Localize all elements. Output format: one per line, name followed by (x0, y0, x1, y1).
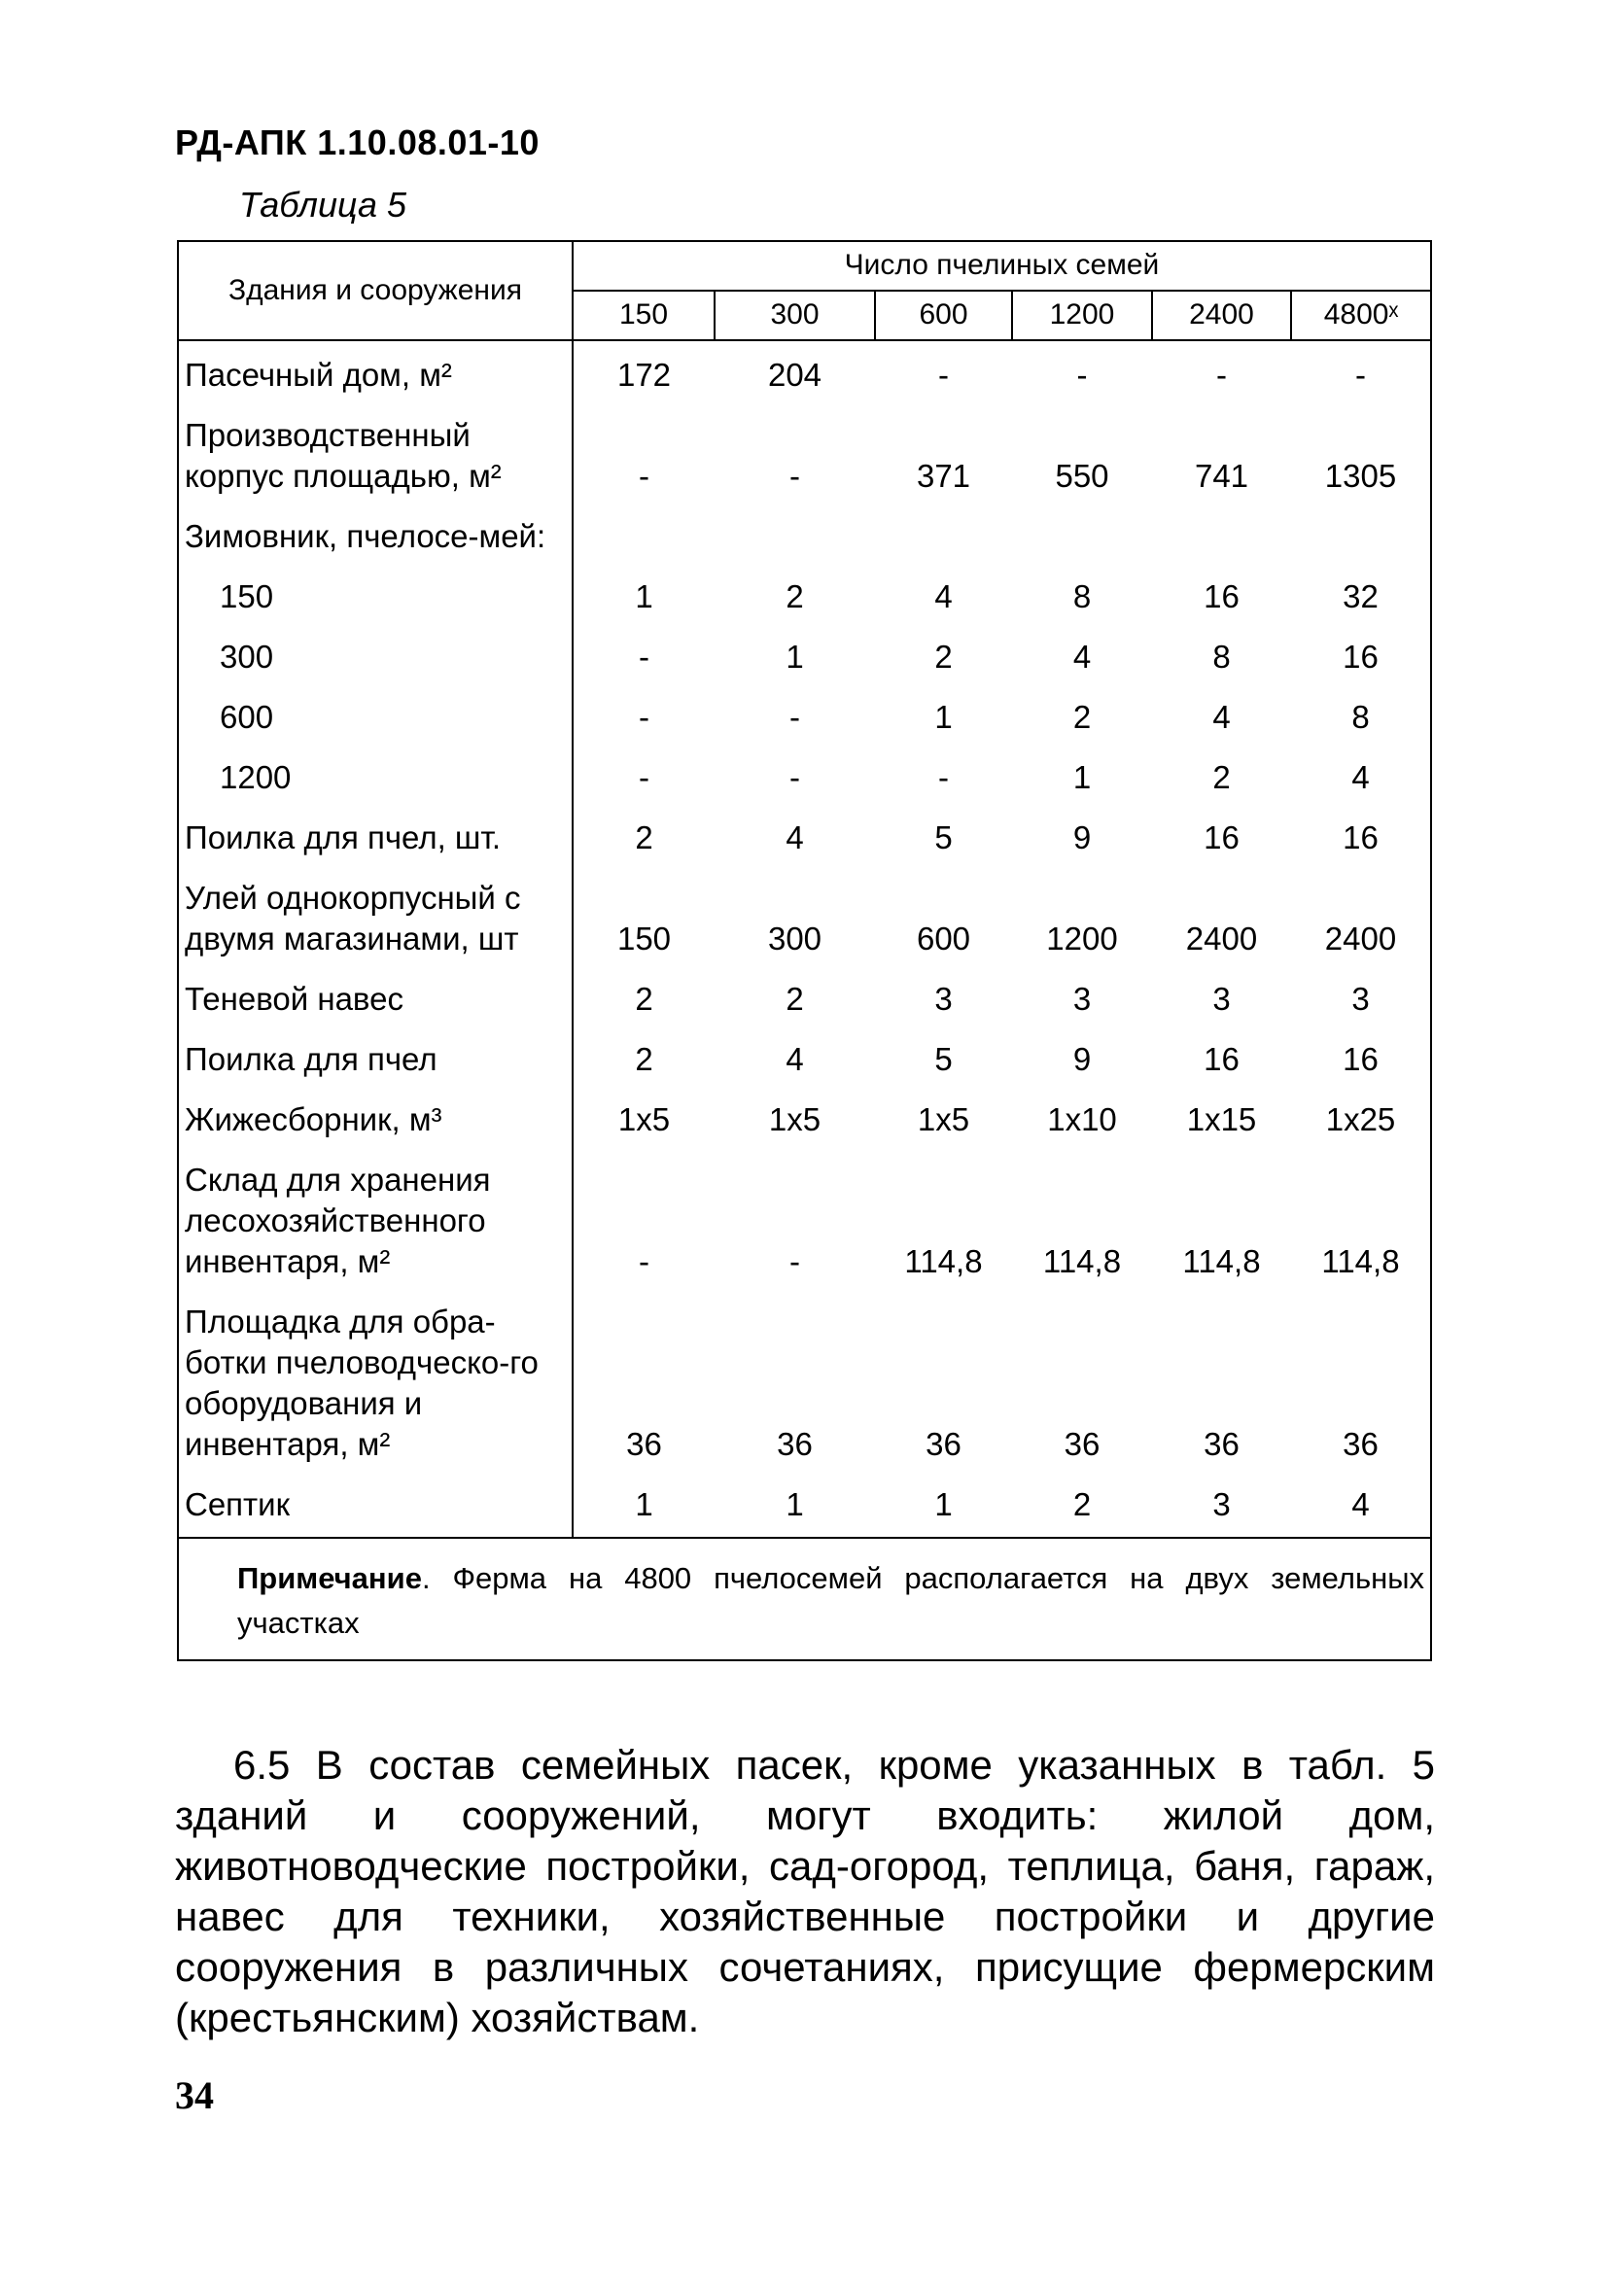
table-cell: 172 (616, 357, 672, 393)
table-cell: 4 (934, 578, 953, 614)
table-cell: 4 (1212, 699, 1231, 735)
table-cell: 1х5 (768, 1101, 821, 1137)
table-row (179, 629, 1430, 689)
page-number: 34 (175, 2073, 214, 2117)
column-header: 150 (573, 291, 715, 340)
table-container (177, 240, 1432, 1661)
table-cell: 1 (934, 699, 953, 735)
table-row (179, 1092, 1430, 1152)
table-cell: 16 (1204, 578, 1240, 614)
table-cell: 2 (934, 639, 953, 675)
table-cell: 114,8 (1321, 1243, 1400, 1279)
table-cell: 8 (1351, 699, 1370, 735)
row-label: Септик (179, 1477, 573, 1537)
table-cell: 1200 (1046, 921, 1118, 957)
table-row (179, 1294, 1430, 1477)
table-cell: 2 (1212, 759, 1231, 795)
table-cell: 2 (1072, 699, 1092, 735)
table-cell (1291, 508, 1430, 569)
note-text: . Ферма на 4800 пчелосемей располагается на двух земельных участках (237, 1561, 1424, 1640)
table-cell (1152, 508, 1291, 569)
table-cell: 1х5 (917, 1101, 970, 1137)
table-cell: 600 (916, 921, 971, 957)
table-cell: 1х10 (1047, 1101, 1117, 1137)
table-cell: 4 (786, 1041, 804, 1077)
row-label: Теневой навес (179, 971, 573, 1031)
table-row (179, 810, 1430, 870)
row-label: Склад для хранения лесохозяйственного инвентаря, м² (179, 1152, 573, 1294)
table-row (179, 1152, 1430, 1294)
table-cell: 36 (1204, 1426, 1240, 1462)
table-cell: 2 (635, 1041, 653, 1077)
row-label: 150 (179, 569, 573, 629)
table-cell: 114,8 (904, 1243, 983, 1279)
table-cell: 3 (934, 981, 953, 1017)
table-cell: 1 (1072, 759, 1092, 795)
table-note (179, 1537, 1430, 1659)
table-cell: - (639, 699, 649, 735)
row-label: Зимовник, пчелосе-мей: (179, 508, 573, 569)
table-cell: 1305 (1324, 458, 1397, 494)
row-label: Улей однокорпусный с двумя магазинами, шт (179, 870, 573, 971)
table-cell: - (789, 1243, 800, 1279)
table-cell: - (639, 639, 649, 675)
table-cell: 550 (1055, 458, 1109, 494)
table-cell: 3 (1072, 981, 1092, 1017)
table-cell: 300 (767, 921, 822, 957)
table-row (179, 749, 1430, 810)
table-cell (573, 508, 715, 569)
table-cell: - (639, 759, 649, 795)
table-cell: - (789, 699, 800, 735)
table-cell: 36 (926, 1426, 961, 1462)
table-cell (875, 508, 1012, 569)
table-cell: - (1076, 357, 1088, 393)
table-caption: Таблица 5 (239, 185, 407, 225)
table-cell: 1х5 (617, 1101, 671, 1137)
column-header: 600 (875, 291, 1012, 340)
table-cell: 1 (786, 1486, 804, 1522)
table-row (179, 971, 1430, 1031)
table-cell: 2400 (1185, 921, 1258, 957)
table-cell: 1х15 (1186, 1101, 1257, 1137)
column-header: 300 (715, 291, 875, 340)
paragraph-6-5: 6.5 В состав семейных пасек, кроме указанных в табл. 5 зданий и сооружений, могут входить: жилой дом, животноводческие постройки, сад-огород, теплица, баня, гараж, навес для техники, хозяйственные постройки и другие сооружения в различных сочетаниях, присущие фермерским (крестьянским) хозяйствам. (175, 1742, 1435, 2040)
row-label: Площадка для обра-ботки пчеловодческо-го оборудования и инвентаря, м² (179, 1294, 573, 1477)
table-row (179, 340, 1430, 407)
table-cell: 32 (1343, 578, 1379, 614)
row-label: Пасечный дом, м² (179, 340, 573, 407)
table-cell: 16 (1343, 639, 1379, 675)
row-label: 600 (179, 689, 573, 749)
table-cell: 8 (1212, 639, 1231, 675)
table-cell: 114,8 (1182, 1243, 1261, 1279)
table-cell: 3 (1351, 981, 1370, 1017)
table-cell (715, 508, 875, 569)
table-cell: 9 (1072, 819, 1092, 855)
buildings-table (179, 242, 1430, 1537)
table-cell: 5 (934, 819, 953, 855)
row-label: Поилка для пчел, шт. (179, 810, 573, 870)
table-cell: 3 (1212, 1486, 1231, 1522)
table-cell: - (639, 1243, 649, 1279)
table-cell: - (639, 458, 649, 494)
table-cell: 4 (1351, 1486, 1370, 1522)
row-label: Жижесборник, м³ (179, 1092, 573, 1152)
table-row (179, 1477, 1430, 1537)
row-label: Производственный корпус площадью, м² (179, 407, 573, 508)
stub-header: Здания и сооружения (179, 242, 573, 340)
table-cell: - (1216, 357, 1227, 393)
table-cell: 5 (934, 1041, 953, 1077)
table-cell: 2 (786, 578, 804, 614)
table-cell: 9 (1072, 1041, 1092, 1077)
table-cell: 114,8 (1042, 1243, 1122, 1279)
table-cell: 4 (786, 819, 804, 855)
column-header: 1200 (1012, 291, 1152, 340)
table-cell: - (789, 458, 800, 494)
table-cell: 36 (777, 1426, 813, 1462)
note-label: Примечание (237, 1561, 422, 1595)
table-cell: 36 (1343, 1426, 1379, 1462)
table-cell: 8 (1072, 578, 1092, 614)
table-cell: 16 (1204, 1041, 1240, 1077)
table-cell: 204 (767, 357, 822, 393)
table-cell (1012, 508, 1152, 569)
table-cell: 1х25 (1325, 1101, 1396, 1137)
table-cell: 2 (635, 819, 653, 855)
table-cell: 2 (635, 981, 653, 1017)
row-label: Поилка для пчел (179, 1031, 573, 1092)
column-header: 4800ˣ (1291, 291, 1430, 340)
table-row (179, 569, 1430, 629)
table-cell: 16 (1343, 1041, 1379, 1077)
table-cell: - (789, 759, 800, 795)
table-cell: 4 (1351, 759, 1370, 795)
table-row (179, 689, 1430, 749)
table-cell: 2400 (1324, 921, 1397, 957)
table-cell: 1 (934, 1486, 953, 1522)
table-cell: 371 (916, 458, 971, 494)
document-code: РД-АПК 1.10.08.01-10 (175, 122, 540, 162)
table-cell: 1 (635, 1486, 653, 1522)
table-cell: 3 (1212, 981, 1231, 1017)
table-cell: 2 (1072, 1486, 1092, 1522)
table-cell: 16 (1204, 819, 1240, 855)
table-cell: 16 (1343, 819, 1379, 855)
table-cell: 1 (635, 578, 653, 614)
table-cell: - (1355, 357, 1366, 393)
table-row (179, 870, 1430, 971)
group-header: Число пчелиных семей (573, 242, 1430, 291)
table-cell: 741 (1194, 458, 1249, 494)
table-cell: 36 (626, 1426, 662, 1462)
table-cell: 150 (616, 921, 672, 957)
table-row (179, 407, 1430, 508)
table-row (179, 1031, 1430, 1092)
row-label: 300 (179, 629, 573, 689)
column-header: 2400 (1152, 291, 1291, 340)
table-cell: 2 (786, 981, 804, 1017)
table-cell: 4 (1072, 639, 1092, 675)
table-row (179, 508, 1430, 569)
table-cell: - (938, 759, 949, 795)
table-cell: 36 (1064, 1426, 1101, 1462)
table-cell: 1 (786, 639, 804, 675)
row-label: 1200 (179, 749, 573, 810)
table-cell: - (938, 357, 949, 393)
